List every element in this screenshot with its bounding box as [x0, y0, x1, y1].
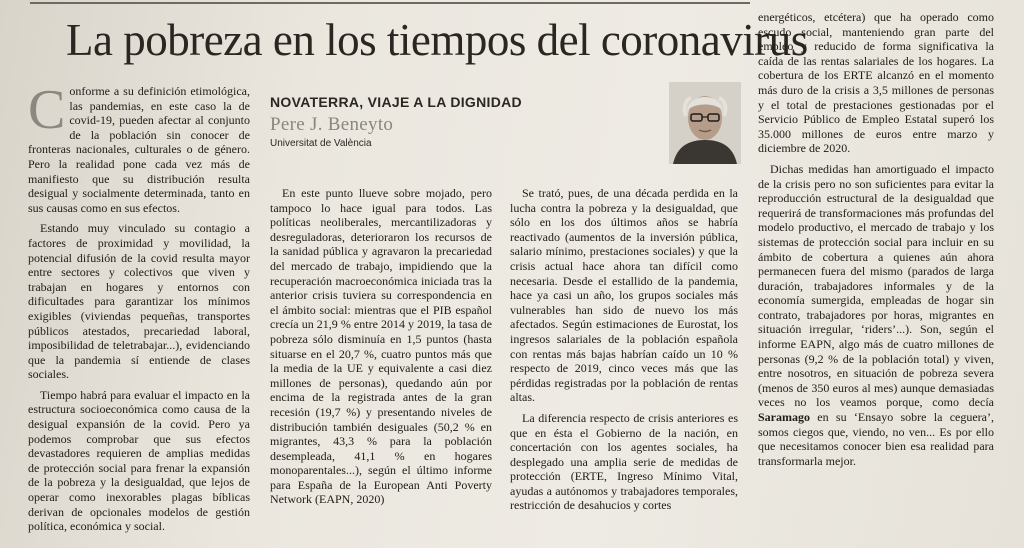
top-rule: [30, 2, 750, 4]
headline: La pobreza en los tiempos del coronavirus: [66, 15, 808, 65]
article-column-2: [270, 186, 492, 513]
paragraph: Estando muy vinculado su contagio a factores de proximidad y movilidad, la potencial difusión de la covid resulta mayor entre sectores y colectivos que viven y trabajan en hogares y entornos con dificultades para garantizar los mínimos exigibles (viviendas pequeñas, transportes públicos atestados, precariedad laboral, imposibilidad de teletrabajar...), evidenciando que la pandemia sí entiende de clases sociales.: [28, 221, 250, 382]
author-name: Pere J. Beneyto: [270, 114, 394, 135]
article-column-1: [28, 79, 250, 540]
drop-cap: C: [28, 79, 66, 141]
paragraph: [758, 162, 994, 468]
paragraph: [28, 79, 250, 215]
paragraph-text: Dichas medidas han amortiguado el impacto de la crisis pero no son suficientes para evitar la reproducción estructural de la desigualdad que requerirá de transformaciones más profundas del modelo productivo, el mercado de trabajo y los sistemas de protección social para incluir en su ámbito de cobertura a quienes aún ahora permanecen fuera del mismo (parados de larga duración, trabajadores informales y de la economía sumergida, empleadas de hogar sin contrato, trabajadores por horas, migrantes en situación irregular, ‘riders’...). Son, según el informe EAPN, algo más de cuatro millones de personas (9,2 % de la población total) y viven, entre nosotros, en situación de pobreza severa (menos de 350 euros al mes) aunque demasiadas veces no los veamos porque, como decía: [758, 161, 994, 410]
paragraph: Se trató, pues, de una década perdida en la lucha contra la pobreza y la desigualdad, que sólo en los dos últimos años se habría reactivado (aumentos de la inversión pública, salario mínimo, prestaciones sociales) y que la crisis actual hace ahora tan difícil como necesaria. Desde el estallido de la pandemia, hace ya casi un año, los grupos sociales más vulnerables han sido de nuevo los más afectados. Según estimaciones de Eurostat, los ingresos salariales de la población española con rentas más bajas habrían caído un 10 % respecto de 2019, cinco veces más que las pérdidas registradas por la población de rentas altas.: [510, 186, 738, 405]
article-column-3: [510, 186, 738, 519]
paragraph-text: onforme a su definición etimológica, las pandemias, en este caso la de covid-19, pueden afectar al conjunto de la población sin conocer de fronteras nacionales, culturales o de género. Pero la realidad pone cada vez más de manifiesto que su distribución resulta desigual y socialmente determinada, tanto en sus causas como en sus efectos.: [28, 84, 250, 215]
paragraph: En este punto llueve sobre mojado, pero tampoco lo hace igual para todos. Las políticas neoliberales, mercantilizadoras y desreguladoras, deterioraron los recursos de la sanidad pública y agravaron la precariedad del mercado de trabajo, impidiendo que la recuperación macroeconómica iniciada tras la anterior crisis tuviera su correspondencia en el ámbito social: mientras que el PIB español crecía un 21,9 % entre 2014 y 2019, la tasa de pobreza sólo disminuía en 1,5 puntos (hasta situarse en el 20,7 %, cuatro puntos más que la media de la UE y equivalente a casi diez millones de personas), quedando aún por encima de la registrada antes de la gran recesión (19,7 %) y presentando niveles de distribución también desiguales (50,2 % en migrantes, 43,3 % para la población desempleada, 41,1 % en hogares monoparentales...), según el último informe para España de la European Anti Poverty Network (EAPN, 2020): [270, 186, 492, 507]
bold-name: Saramago: [758, 410, 810, 425]
paragraph: Tiempo habrá para evaluar el impacto en la estructura socioeconómica como causa de la desigual expansión de la covid. Pero ya podemos comprobar que sus efectos devastadores requieren de amplias medidas de protección social para frenar la expansión de la pobreza y la desigualdad, que lejos de operar como inexorables plagas bíblicas derivan de opcionales modelos de gestión política, económica y social.: [28, 387, 250, 534]
portrait-icon: [669, 82, 741, 164]
paragraph: La diferencia respecto de crisis anteriores es que en ésta el Gobierno de la nación, en concertación con los agentes sociales, ha desplegado una amplia serie de medidas de protección (ERTE, Ingreso Mínimo Vital, ayudas a autónomos y trabajadores temporales, restricción de desahucios y cortes: [510, 410, 738, 513]
author-affiliation: Universitat de València: [270, 138, 372, 149]
paragraph: energéticos, etcétera) que ha operado como escudo social, manteniendo gran parte del empleo y reducido de forma significativa la caída de las rentas salariales de los hogares. La cobertura de los ERTE alcanzó en el momento más duro de la crisis a 3,5 millones de personas y el total de prestaciones gestionadas por el Servicio Público de Empleo Estatal superó los 35.000 millones de euros entre marzo y diciembre de 2020.: [758, 10, 994, 156]
series-title: NOVATERRA, VIAJE A LA DIGNIDAD: [270, 94, 522, 110]
article-column-4: [758, 10, 994, 474]
paragraph-text: en su ‘Ensayo sobre la ceguera’, somos ciegos que, viendo, no ven... Es por ello que necesitamos conocer bien esa realidad para transformarla mejor.: [758, 410, 994, 468]
author-photo: [669, 82, 741, 164]
